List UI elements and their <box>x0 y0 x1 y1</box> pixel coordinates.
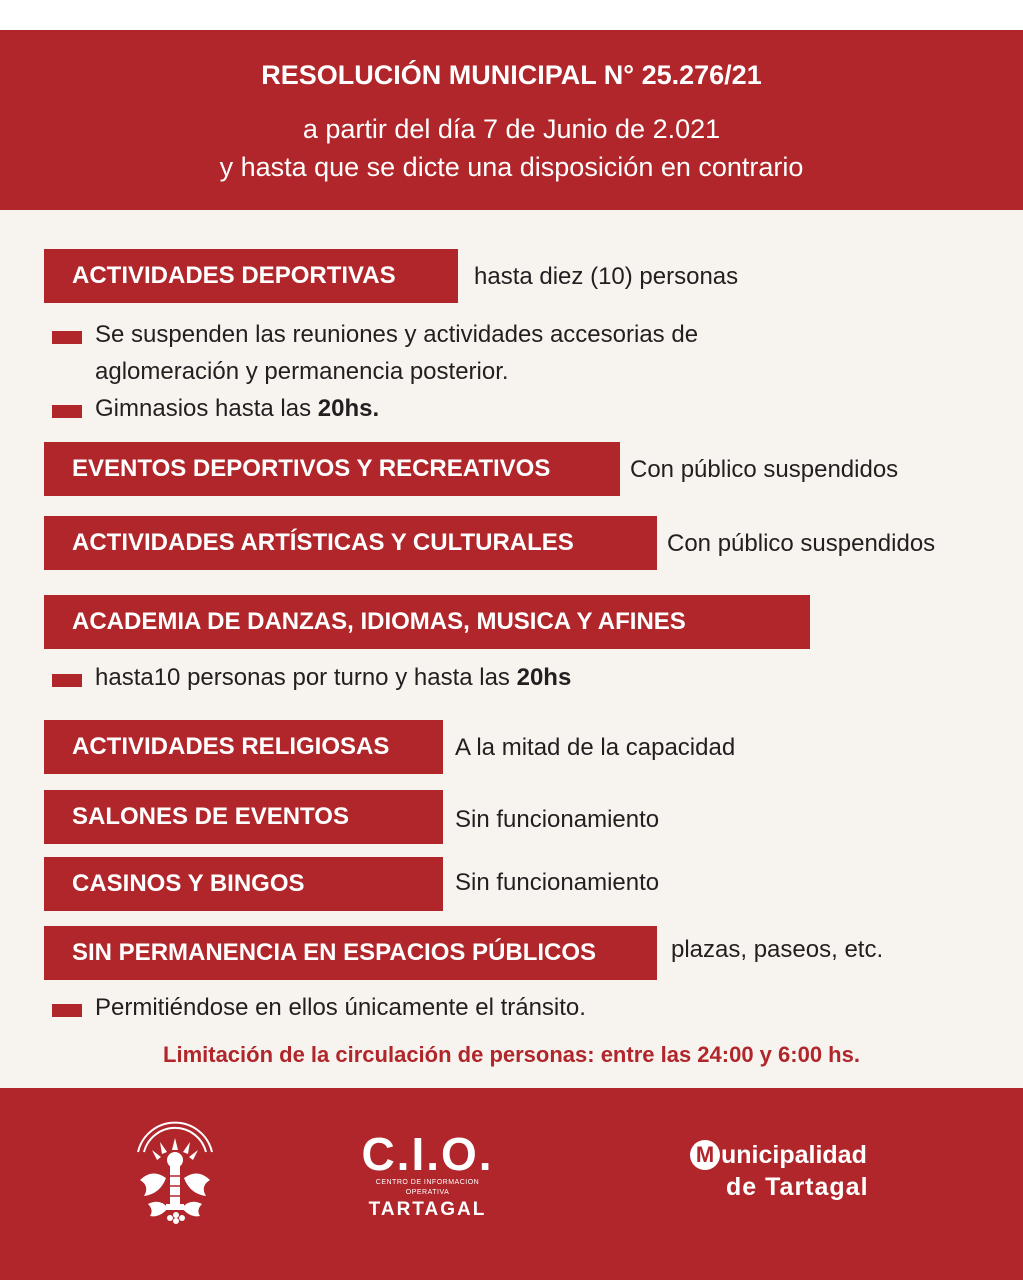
label-academia: ACADEMIA DE DANZAS, IDIOMAS, MUSICA Y AFINES <box>44 595 810 649</box>
bullet-text-bold: 20hs <box>516 664 572 691</box>
municipalidad-line1 <box>690 1140 920 1170</box>
resolution-date-line: a partir del día 7 de Junio de 2.021 <box>302 114 721 144</box>
value-casinos-y-bingos: Sin funcionamiento <box>455 869 660 896</box>
bullet-text-espacios: Permitiéndose en ellos únicamente el tránsito. <box>95 994 586 1021</box>
bullet-text-line: hasta10 personas por turno y hasta las <box>95 664 517 691</box>
municipalidad-line2: de Tartagal <box>726 1173 869 1201</box>
bullet-marker <box>52 405 82 418</box>
bullet-text-suspenden <box>95 316 698 390</box>
label-casinos-y-bingos: CASINOS Y BINGOS <box>44 857 443 911</box>
label-actividades-artisticas: ACTIVIDADES ARTÍSTICAS Y CULTURALES <box>44 516 657 570</box>
bullet-text-line: aglomeración y permanencia posterior. <box>95 358 509 385</box>
value-salones-de-eventos: Sin funcionamiento <box>455 806 660 833</box>
bullet-marker <box>52 1004 82 1017</box>
value-actividades-religiosas: A la mitad de la capacidad <box>455 734 736 761</box>
value-actividades-artisticas: Con público suspendidos <box>667 530 936 557</box>
bullet-text-line: Gimnasios hasta las <box>95 395 318 422</box>
bullet-text-academia <box>95 659 571 696</box>
municipalidad-logo <box>690 1140 920 1204</box>
label-actividades-deportivas: ACTIVIDADES DEPORTIVAS <box>44 249 458 303</box>
value-espacios-publicos: plazas, paseos, etc. <box>671 936 884 963</box>
resolution-validity-line: y hasta que se dicte una disposición en contrario <box>219 152 804 182</box>
label-espacios-publicos: SIN PERMANENCIA EN ESPACIOS PÚBLICOS <box>44 926 657 980</box>
municipalidad-word: unicipalidad <box>721 1141 867 1169</box>
resolution-title: RESOLUCIÓN MUNICIPAL N° 25.276/21 <box>261 60 762 90</box>
cio-title: C.I.O. <box>361 1128 494 1180</box>
municipal-seal-icon <box>130 1120 220 1230</box>
top-band <box>0 0 1023 30</box>
label-actividades-religiosas: ACTIVIDADES RELIGIOSAS <box>44 720 443 774</box>
value-actividades-deportivas: hasta diez (10) personas <box>474 263 739 290</box>
label-salones-de-eventos: SALONES DE EVENTOS <box>44 790 443 844</box>
bullet-marker <box>52 674 82 687</box>
cio-town: TARTAGAL <box>368 1199 487 1220</box>
bullet-text-line: Se suspenden las reuniones y actividades accesorias de <box>95 321 699 348</box>
label-eventos-deportivos: EVENTOS DEPORTIVOS Y RECREATIVOS <box>44 442 620 496</box>
circulation-limitation-notice: Limitación de la circulación de personas: entre las 24:00 y 6:00 hs. <box>163 1042 860 1067</box>
bullet-text-bold: 20hs. <box>317 395 380 422</box>
cio-logo <box>355 1130 500 1225</box>
header-banner <box>0 30 1023 210</box>
bullet-marker <box>52 331 82 344</box>
value-eventos-deportivos: Con público suspendidos <box>630 456 899 483</box>
bullet-text-gimnasios <box>95 390 379 427</box>
cio-subtitle: CENTRO DE INFORMACION OPERATIVA <box>375 1179 480 1196</box>
municipalidad-m-badge: M <box>690 1140 720 1170</box>
